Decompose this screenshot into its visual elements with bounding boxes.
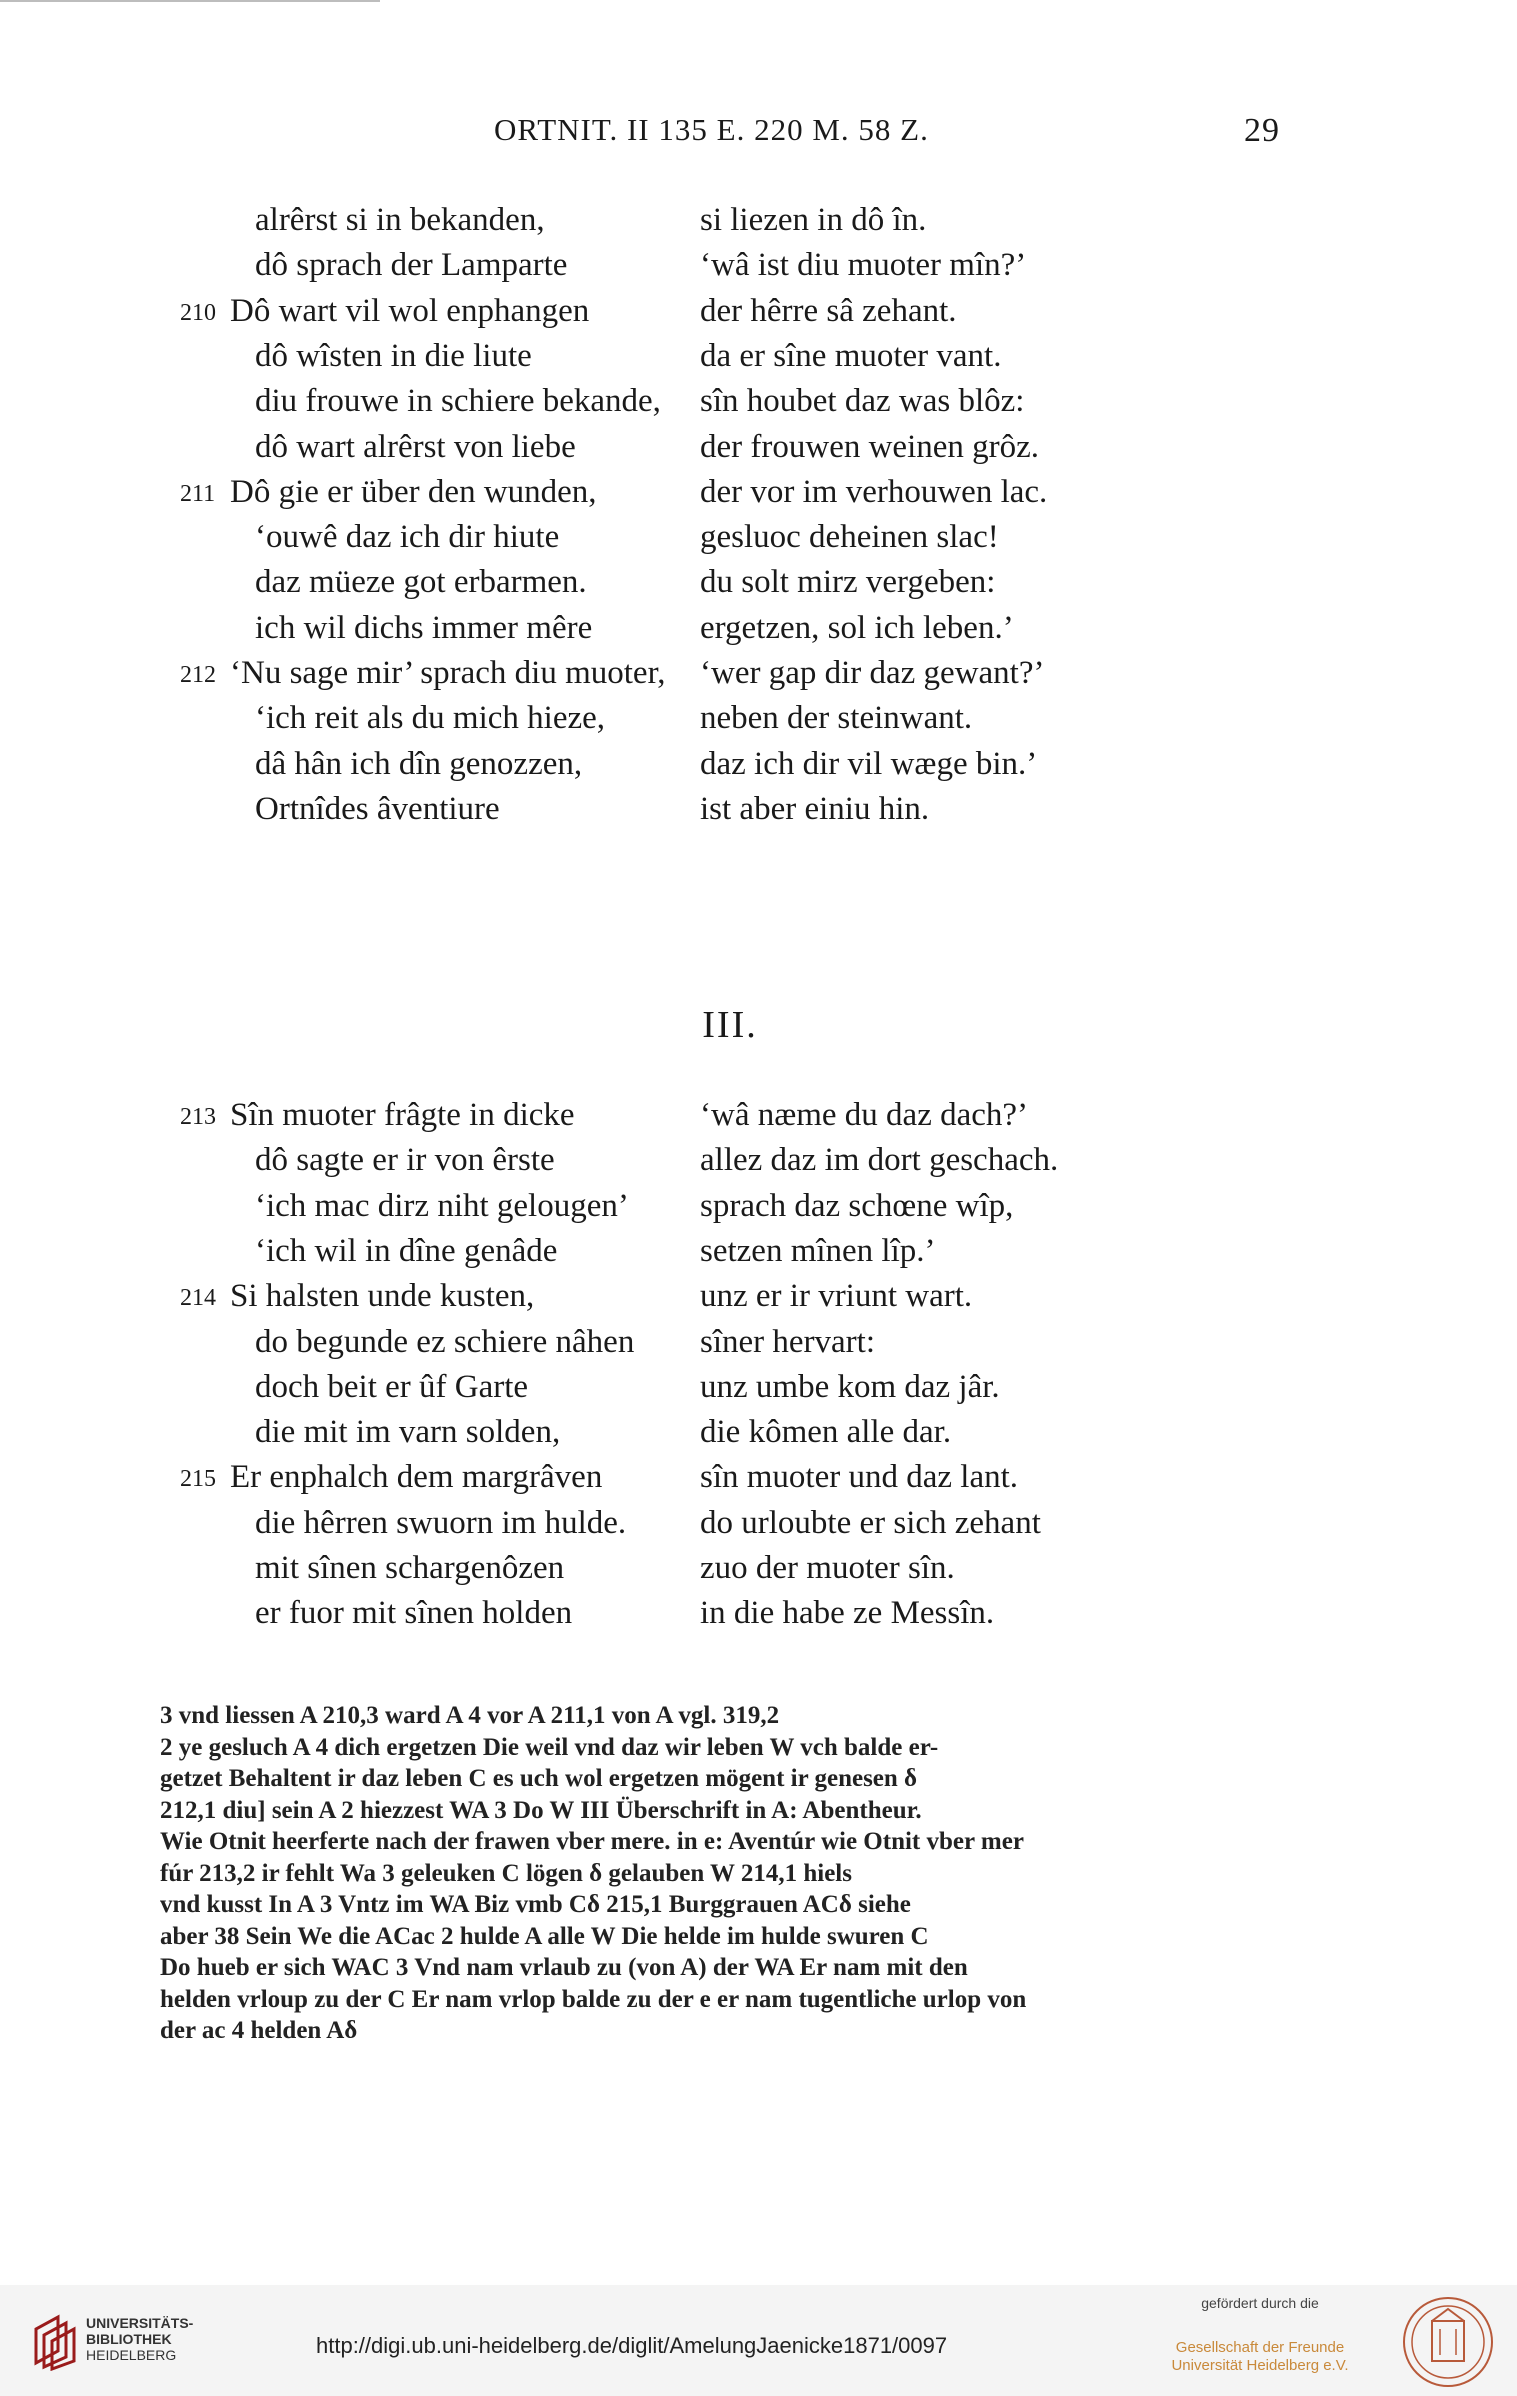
note-line: aber 38 Sein We die ACac 2 hulde A alle W Die helde im hulde swuren C bbox=[160, 1922, 929, 1950]
verse-line bbox=[180, 1138, 1280, 1182]
verse-second-half: sîn muoter und daz lant. bbox=[700, 1459, 1019, 1496]
page-number: 29 bbox=[1244, 112, 1280, 149]
footer-bar bbox=[0, 2285, 1517, 2396]
verse-line bbox=[180, 1546, 1280, 1590]
verse-first-half: Sîn muoter frâgte in dicke bbox=[230, 1097, 575, 1133]
verse-first-half: die hêrren swuorn im hulde. bbox=[255, 1504, 627, 1541]
stanza-number: 210 bbox=[180, 299, 216, 326]
stanza-number: 215 bbox=[180, 1466, 216, 1493]
verse-first-half: Dô wart vil wol enphangen bbox=[230, 292, 590, 329]
verse-first-half: Dô gie er über den wunden, bbox=[230, 473, 597, 510]
verse-line bbox=[180, 1229, 1280, 1273]
verse-second-half: si liezen in dô în. bbox=[700, 202, 927, 238]
verse-second-half: ergetzen, sol ich leben.’ bbox=[700, 609, 1014, 646]
library-line-1: UNIVERSITÄTS- bbox=[86, 2315, 194, 2331]
verse-line bbox=[180, 1274, 1280, 1318]
verse-first-half: dô sagte er ir von êrste bbox=[255, 1142, 555, 1179]
library-line-2: BIBLIOTHEK bbox=[86, 2331, 172, 2347]
verse-second-half: der frouwen weinen grôz. bbox=[700, 428, 1040, 465]
note-line: getzet Behaltent ir daz leben C es uch wol ergetzen mögent ir genesen δ bbox=[160, 1765, 918, 1792]
running-header bbox=[480, 112, 1280, 156]
verse-line bbox=[180, 334, 1280, 378]
verse-second-half: sîn houbet daz was blôz: bbox=[700, 383, 1025, 420]
permalink-url[interactable]: http://digi.ub.uni-heidelberg.de/diglit/AmelungJaenicke1871/0097 bbox=[316, 2333, 948, 2358]
verse-first-half: Ortnîdes âventiure bbox=[255, 790, 500, 827]
stanza-number: 214 bbox=[180, 1285, 216, 1312]
sponsor-block bbox=[1160, 2295, 1360, 2375]
verse-line bbox=[180, 425, 1280, 469]
verse-second-half: ‘wer gap dir daz gewant?’ bbox=[700, 655, 1045, 691]
verse-line bbox=[180, 651, 1280, 695]
verse-line bbox=[180, 1501, 1280, 1545]
university-seal-icon bbox=[1398, 2295, 1498, 2390]
verse-first-half: ‘ich wil in dîne genâde bbox=[255, 1232, 558, 1269]
verse-first-half: diu frouwe in schiere bekande, bbox=[255, 383, 661, 420]
verse-second-half: die kômen alle dar. bbox=[700, 1414, 952, 1451]
verse-line bbox=[180, 1365, 1280, 1409]
verse-first-half: ‘ich mac dirz niht gelougen’ bbox=[255, 1187, 629, 1224]
note-line: 212,1 diu] sein A 2 hiezzest WA 3 Do W III Überschrift in A: Abentheur. bbox=[160, 1796, 922, 1824]
verse-second-half: unz umbe kom daz jâr. bbox=[700, 1368, 1000, 1405]
verse-second-half: do urloubte er sich zehant bbox=[700, 1504, 1041, 1541]
verse-line bbox=[180, 470, 1280, 514]
verse-second-half: sprach daz schœne wîp, bbox=[700, 1187, 1014, 1224]
verse-second-half: neben der steinwant. bbox=[700, 700, 973, 737]
verse-line bbox=[180, 1591, 1280, 1635]
verse-second-half: in die habe ze Messîn. bbox=[700, 1595, 995, 1632]
verse-first-half: dâ hân ich dîn genozzen, bbox=[255, 745, 583, 782]
library-line-3: HEIDELBERG bbox=[86, 2347, 177, 2363]
verse-first-half: doch beit er ûf Garte bbox=[255, 1368, 529, 1405]
verse-line bbox=[180, 379, 1280, 423]
verse-line bbox=[180, 1184, 1280, 1228]
verse-second-half: der vor im verhouwen lac. bbox=[700, 473, 1048, 510]
verse-second-half: daz ich dir vil wæge bin.’ bbox=[700, 745, 1038, 782]
verse-line bbox=[180, 515, 1280, 559]
verse-line bbox=[180, 1455, 1280, 1499]
verse-line bbox=[180, 1410, 1280, 1454]
verse-first-half: mit sînen schargenôzen bbox=[255, 1550, 565, 1586]
library-logo-icon bbox=[28, 2311, 86, 2371]
verse-first-half: daz müeze got erbarmen. bbox=[255, 564, 587, 601]
top-rule bbox=[0, 0, 380, 2]
verse-second-half: ist aber einiu hin. bbox=[700, 790, 930, 827]
verse-first-half: dô wîsten in die liute bbox=[255, 337, 532, 374]
note-line: 2 ye gesluch A 4 dich ergetzen Die weil vnd daz wir leben W vch balde er- bbox=[160, 1733, 939, 1761]
verse-second-half: ‘wâ ist diu muoter mîn?’ bbox=[700, 247, 1027, 284]
verse-first-half: ich wil dichs immer mêre bbox=[255, 609, 593, 646]
verse-first-half: do begunde ez schiere nâhen bbox=[255, 1323, 635, 1360]
verse-line bbox=[180, 787, 1280, 831]
sponsor-intro: gefördert durch die bbox=[1201, 2295, 1319, 2311]
verse-line bbox=[180, 606, 1280, 650]
library-name bbox=[86, 2315, 193, 2363]
verse-line bbox=[180, 243, 1280, 287]
note-line: helden vrloup zu der C Er nam vrlop balde zu der e er nam tugentliche urlop von bbox=[160, 1985, 1027, 2013]
note-line: vnd kusst In A 3 Vntz im WA Biz vmb Cδ 215,1 Burggrauen ACδ siehe bbox=[160, 1891, 911, 1918]
verse-line bbox=[180, 1320, 1280, 1364]
sponsor-line-2: Universität Heidelberg e.V. bbox=[1171, 2357, 1349, 2374]
running-title: ORTNIT. II 135 E. 220 M. 58 Z. bbox=[494, 112, 929, 147]
verse-first-half: Er enphalch dem margrâven bbox=[230, 1459, 603, 1496]
verse-first-half: ‘ich reit als du mich hieze, bbox=[255, 700, 606, 737]
verse-first-half: er fuor mit sînen holden bbox=[255, 1595, 573, 1632]
verse-line bbox=[180, 696, 1280, 740]
verse-first-half: Si halsten unde kusten, bbox=[230, 1278, 535, 1315]
verse-first-half: dô sprach der Lamparte bbox=[255, 247, 568, 284]
verse-line bbox=[180, 560, 1280, 604]
apparatus-notes bbox=[160, 1700, 1280, 2047]
verse-first-half: ‘ouwê daz ich dir hiute bbox=[255, 519, 560, 556]
verse-second-half: zuo der muoter sîn. bbox=[700, 1550, 955, 1586]
verse-line bbox=[180, 289, 1280, 333]
verse-second-half: allez daz im dort geschach. bbox=[700, 1142, 1059, 1179]
verse-second-half: du solt mirz vergeben: bbox=[700, 564, 996, 601]
section-heading: III. bbox=[702, 1004, 758, 1046]
stanza-number: 213 bbox=[180, 1104, 216, 1130]
stanza-number: 211 bbox=[180, 480, 216, 507]
verse-first-half: dô wart alrêrst von liebe bbox=[255, 428, 576, 465]
sponsor-line-1: Gesellschaft der Freunde bbox=[1175, 2339, 1345, 2356]
verse-second-half: da er sîne muoter vant. bbox=[700, 337, 1002, 374]
verse-line bbox=[180, 742, 1280, 786]
note-line: 3 vnd liessen A 210,3 ward A 4 vor A 211,1 von A vgl. 319,2 bbox=[160, 1702, 780, 1729]
verse-second-half: ‘wâ næme du daz dach?’ bbox=[700, 1097, 1029, 1133]
note-line: Do hueb er sich WAC 3 Vnd nam vrlaub zu (von A) der WA Er nam mit den bbox=[160, 1954, 968, 1981]
verse-second-half: der hêrre sâ zehant. bbox=[700, 292, 957, 329]
verse-second-half: sîner hervart: bbox=[700, 1323, 876, 1360]
verse-second-half: setzen mînen lîp.’ bbox=[700, 1232, 936, 1269]
verse-second-half: unz er ir vriunt wart. bbox=[700, 1278, 973, 1315]
verse-line bbox=[180, 1093, 1280, 1137]
verse-line bbox=[180, 198, 1280, 242]
verse-first-half: die mit im varn solden, bbox=[255, 1414, 561, 1451]
note-line: der ac 4 helden Aδ bbox=[160, 2017, 358, 2044]
verse-second-half: gesluoc deheinen slac! bbox=[700, 519, 999, 556]
note-line: Wie Otnit heerferte nach der frawen vber mere. in e: Aventúr wie Otnit vber mer bbox=[160, 1828, 1024, 1855]
verse-first-half: alrêrst si in bekanden, bbox=[255, 202, 545, 238]
note-line: fúr 213,2 ir fehlt Wa 3 geleuken C lögen δ gelauben W 214,1 hiels bbox=[160, 1859, 852, 1887]
stanza-number: 212 bbox=[180, 662, 216, 688]
verse-first-half: ‘Nu sage mir’ sprach diu muoter, bbox=[230, 655, 666, 691]
